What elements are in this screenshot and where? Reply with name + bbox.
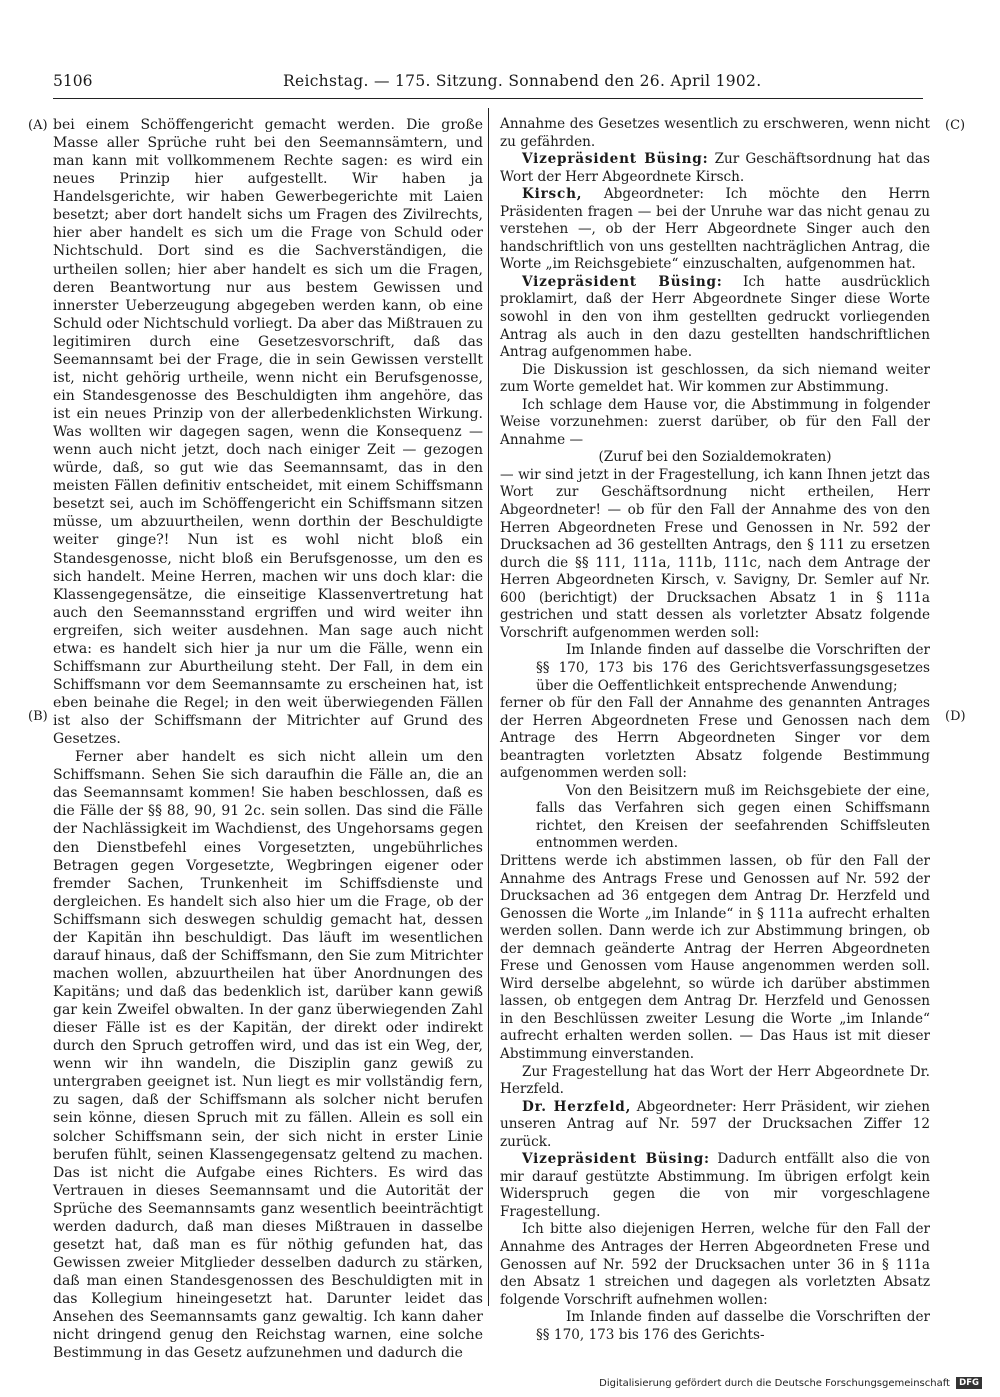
speaker-name: Vizepräsident Büsing: bbox=[522, 151, 709, 168]
speech-paragraph bbox=[500, 1151, 930, 1221]
paragraph: Drittens werde ich abstimmen lassen, ob für den Fall der Annahme des Antrags Frese und Genossen auf Nr. 592 der Drucksachen ad 36 entgegen dem Antrag Dr. Herzfeld und Genossen die Worte „im Inlande“ in § 111a aufrecht erhalten werden sollen. Dann werde ich zur Abstimmung bringen, ob der demnach geänderte Antrag der Herren Abgeordneten Frese und Genossen vom Hause angenommen werden soll. Wird derselbe abgelehnt, so würde ich darüber abstimmen lassen, ob entgegen dem Antrag Dr. Herzfeld und Genossen in den Beschlüssen zweiter Lesung die Worte „im Inlande“ aufrecht erhalten werden sollen. — Das Haus ist mit dieser Abstimmung einverstanden. bbox=[500, 852, 930, 1062]
left-column bbox=[53, 116, 483, 1374]
speaker-name: Vizepräsident Büsing: bbox=[522, 1151, 710, 1168]
quoted-provision: Im Inlande finden auf dasselbe die Vorschriften der §§ 170, 173 bis 176 des Gerichts- bbox=[536, 1309, 930, 1343]
page-number: 5106 bbox=[53, 72, 93, 90]
interjection: (Zuruf bei den Sozialdemokraten) bbox=[598, 449, 832, 466]
speech-paragraph bbox=[500, 274, 930, 362]
margin-mark-a: (A) bbox=[28, 118, 48, 133]
footer-text: Digitalisierung gefördert durch die Deutsche Forschungsgemeinschaft bbox=[599, 1378, 950, 1389]
paragraph: Annahme des Gesetzes wesentlich zu erschweren, wenn nicht zu gefährden. bbox=[500, 116, 930, 150]
speech-text: Dadurch entfällt also die von mir darauf gestützte Abstimmung. Im übrigen erfolgt kein Widerspruch gegen die von mir vorgeschlagene Fragestellung. bbox=[500, 1151, 930, 1220]
paragraph: Ferner aber handelt es sich nicht allein um den Schiffsmann. Sehen Sie sich daraufhin die Fälle an, die an das Seemannsamt kommen! Sie haben beschlossen, daß es die Fälle der §§ 88, 90, 91 2c. sein sollen. Das sind die Fälle der Nachlässigkeit im Wachdienst, des Ungehorsams gegen den Dienstbefehl eines Vorgesetzten, ungebührliches Betragen gegen Vorgesetzte, Wegbringen eigener oder fremder Sachen, Trunkenheit im Schiffsdienste und dergleichen. Es handelt sich also hier um die Frage, ob der Schiffsmann sich deswegen schuldig gemacht hat, dessen der Kapitän ihn beschuldigt. Das läuft im wesentlichen darauf hinaus, daß der Schiffsmann, den Sie zum Mitrichter machen wollen, abzuurtheilen hat über Anordnungen des Kapitäns; und daß das bedenklich ist, darüber kann gewiß gar kein Zweifel obwalten. In der ganz überwiegenden Zahl dieser Fälle ist es der Kapitän, der direkt oder indirekt durch den Spruch getroffen wird, und das ist ein Weg, der, wenn wir ihn wandeln, die Disziplin ganz gewiß zu untergraben geeignet ist. Nun liegt es mir vollständig fern, zu sagen, daß der Schiffsmann als solcher nicht berufen sein könne, diesen Spruch mit zu fällen. Allein es soll ein solcher Schiffsmann sein, der sich nicht in erster Linie berufen fühlt, seinen Klassengegensatz geltend zu machen. Das ist nicht die Aufgabe eines Richters. Es wird das Vertrauen in dieses Seemannsamt und die Autorität der Sprüche des Seemannsamts ganz wesentlich beeinträchtigt werden dadurch, daß man dieses Mißtrauen in dasselbe gesetzt hat, daß man es für nöthig gefunden hat, das Gewissen zweier Mitglieder desselben dadurch zu stärken, daß man einen Standesgenossen des Beschuldigten mit in das Kollegium hineingesetzt hat. Darunter leidet das Ansehen des Seemannsamts ganz gewaltig. Ich kann daher nicht dringend genug den Reichstag warnen, eine solche Bestimmung in das Gesetz aufzunehmen und dadurch die bbox=[53, 749, 483, 1362]
speech-paragraph bbox=[500, 186, 930, 274]
footer bbox=[599, 1377, 982, 1389]
speech-text: Ich hatte ausdrücklich proklamirt, daß der Herr Abgeordnete Singer diese Worte sowohl in den von ihm gestellten gedruckt vorliegenden Antrag als auch in den dazu gestellten handschriftlichen Antrag aufgenommen habe. bbox=[500, 273, 930, 361]
speaker-name: Vizepräsident Büsing: bbox=[522, 273, 723, 290]
speech-text: Abgeordneter: Ich möchte den Herrn Präsidenten fragen — bei der Unruhe war das nicht genau zu verstehen —, ob der Herr Abgeordnete Singer auch den handschriftlich von uns gestellten nachträglichen Antrag, die Worte „im Reichsgebiete“ einzuschalten, aufgenommen hat. bbox=[500, 186, 930, 273]
page-header bbox=[53, 64, 923, 99]
speaker-name: Kirsch, bbox=[522, 186, 583, 203]
quoted-provision: Von den Beisitzern muß im Reichsgebiete der eine, falls das Verfahren sich gegen einen Schiffsmann richtet, den Kreisen der seefahrenden Schiffsleuten entnommen werden. bbox=[536, 782, 930, 852]
running-title: Reichstag. — 175. Sitzung. Sonnabend den 26. April 1902. bbox=[283, 72, 762, 90]
paragraph: — wir sind jetzt in der Fragestellung, ich kann Ihnen jetzt das Wort zur Geschäftsordnung nicht ertheilen, Herr Abgeordneter! — ob für den Fall der Annahme des von den Herren Abgeordneten Frese und Genossen in Nr. 592 der Drucksachen ad 36 gestellten Antrags, den § 111 zu ersetzen durch die §§ 111, 111a, 111b, 111c, nach dem Antrage der Herren Abgeordneten Kirsch, v. Savigny, Dr. Semler auf Nr. 600 (berichtigt) der Drucksachen Absatz 1 in § 111a gestrichen und statt dessen als vorletzter Absatz folgende Vorschrift aufgenommen werden soll: bbox=[500, 466, 930, 641]
paragraph: Zur Fragestellung hat das Wort der Herr Abgeordnete Dr. Herzfeld. bbox=[500, 1063, 930, 1098]
column-divider bbox=[488, 108, 489, 1306]
dfg-logo-icon: DFG bbox=[956, 1377, 982, 1389]
paragraph: Die Diskussion ist geschlossen, da sich niemand weiter zum Worte gemeldet hat. Wir kommen zur Abstimmung. bbox=[500, 361, 930, 396]
paragraph: Ich bitte also diejenigen Herren, welche für den Fall der Annahme des Antrages der Herren Abgeordneten Frese und Genossen auf Nr. 592 der Drucksachen unter 36 in § 111a den Absatz 1 streichen und dagegen als vorletzten Absatz folgende Vorschrift aufnehmen wollen: bbox=[500, 1221, 930, 1308]
speaker-name: Dr. Herzfeld, bbox=[522, 1098, 632, 1115]
paragraph: Ich schlage dem Hause vor, die Abstimmung in folgender Weise vorzunehmen: zuerst darüber, ob für den Fall der Annahme — bbox=[500, 396, 930, 448]
paragraph: bei einem Schöffengericht gemacht werden. Die große Masse aller Sprüche ruht bei den Seemannsämtern, und man kann mit vollkommenem Rechte sagen: es wird ein neues Prinzip hier aufgestellt. Wir haben ja Handelsgerichte, wir haben Gewerbegerichte mit Laien besetzt; aber dort handelt sichs um Fragen des Zivilrechts, hier aber handelt es sich um die Frage von Schuld oder Nichtschuld. Dort sind es die Sachverständigen, die urtheilen sollen; hier aber handelt es sich um die Fragen, deren Beantwortung nur aus bestem Gewissen und innerster Ueberzeugung abgegeben werden kann, ob eine Schuld oder Nichtschuld vorliegt. Da aber das Mißtrauen zu legitimiren durch eine Gesetzesvorschrift, daß das Seemannsamt bei der Frage, die in sein Gewissen verstellt ist, nicht gehörig urtheile, wenn nicht ein Berufsgenosse, ein Standesgenosse des Beschuldigten ihm angehöre, das ist ein neues Prinzip von der allerbedenklichsten Wirkung. Was wollten wir dagegen sagen, wenn die Konsequenz — wenn auch nicht jetzt, doch nach einiger Zeit — gezogen würde, daß, so gut wie das Seemannsamt, das in den meisten Fällen definitiv entscheidet, mit einem Schiffsmann besetzt sei, auch im Schöffengericht ein Schiffsmann sitzen müsse, um abzuurtheilen, wenn dorthin der Beschuldigte weiter ginge?! Nun ist es wohl nicht bloß ein Standesgenosse, nicht bloß ein Berufsgenosse, um den es sich handelt. Meine Herren, machen wir uns doch klar: die Klassengegensätze, die einseitige Klassenvertretung hat auch den Seemannsstand ergriffen und wird weiter ihn ergreifen, sich weiter ausdehnen. Man sage auch nicht etwa: es handelt sich hier ja nur um die Fälle, wenn ein Schiffsmann zur Aburtheilung steht. Der Fall, in dem ein Schiffsmann vor dem Seemannsamte zu erscheinen hat, ist eben beinahe die Regel; in den weit überwiegenden Fällen ist also der Schiffsmann der Mitrichter auf Grund des Gesetzes. bbox=[53, 117, 483, 748]
paragraph: ferner ob für den Fall der Annahme des genannten Antrages der Herren Abgeordneten Frese und Genossen nach dem Antrage des Herrn Abgeordneten Singer vor dem beantragten vorletzten Absatz folgende Bestimmung aufgenommen werden soll: bbox=[500, 695, 930, 782]
margin-mark-b: (B) bbox=[28, 709, 48, 724]
right-column bbox=[500, 116, 930, 1374]
speech-text: Abgeordneter: Herr Präsident, wir ziehen unseren Antrag auf Nr. 597 der Drucksachen Ziffer 12 zurück. bbox=[500, 1098, 930, 1150]
margin-mark-d: (D) bbox=[945, 709, 966, 724]
speech-paragraph bbox=[500, 151, 930, 186]
speech-text: Zur Geschäftsordnung hat das Wort der Herr Abgeordnete Kirsch. bbox=[500, 151, 931, 185]
speech-paragraph bbox=[500, 1099, 930, 1152]
margin-mark-c: (C) bbox=[945, 118, 966, 133]
quoted-provision: Im Inlande finden auf dasselbe die Vorschriften der §§ 170, 173 bis 176 des Gerichtsverfassungsgesetzes über die Oeffentlichkeit entsprechende Anwendung; bbox=[536, 642, 930, 694]
